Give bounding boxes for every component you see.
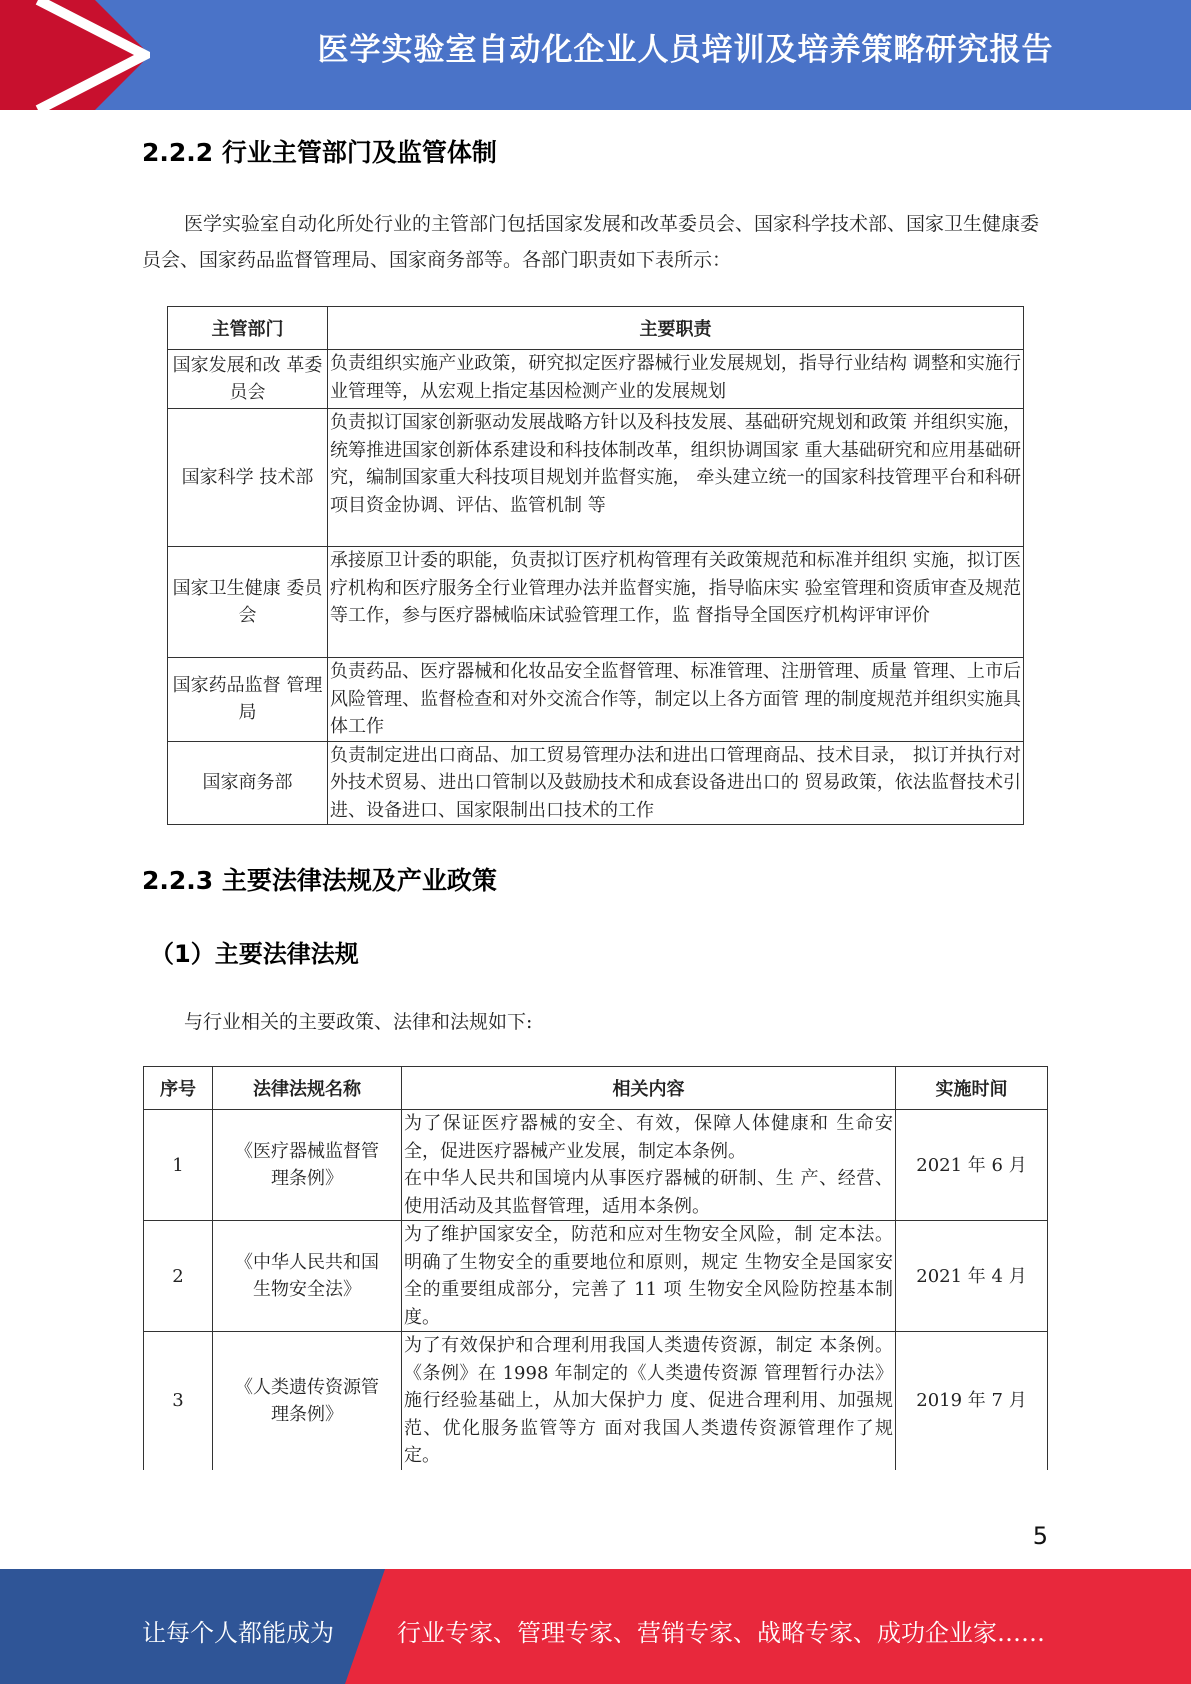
page-number: 5 <box>1032 1522 1048 1550</box>
dept-cell: 国家商务部 <box>168 741 328 825</box>
law-name: 《中华人民共和国生物安全法》 <box>213 1221 402 1332</box>
duty-cell: 负责拟订国家创新驱动发展战略方针以及科技发展、基础研究规划和政策 并组织实施，统筹推进国家创新体系建设和科技体制改革，组织协调国家 重大基础研究和应用基础研究，编制国家重大科技项目规划并监督实施， 牵头建立统一的国家科技管理平台和科研项目资金协调、评估、监管机制 等 <box>328 409 1024 547</box>
header-arrow-graphic <box>0 0 150 110</box>
effective-date: 2021 年 4 月 <box>896 1221 1048 1332</box>
laws-table <box>143 1066 1048 1470</box>
page-footer <box>0 1569 1191 1684</box>
column-header: 法律法规名称 <box>213 1067 402 1110</box>
table-header-row <box>168 307 1024 350</box>
law-name: 《人类遗传资源管理条例》 <box>213 1332 402 1470</box>
row-number: 3 <box>144 1332 213 1470</box>
regulator-table <box>167 306 1024 825</box>
laws-intro-paragraph: 与行业相关的主要政策、法律和法规如下: <box>184 1011 533 1033</box>
effective-date: 2021 年 6 月 <box>896 1110 1048 1221</box>
law-name: 《医疗器械监督管理条例》 <box>213 1110 402 1221</box>
dept-cell: 国家发展和改 革委员会 <box>168 350 328 409</box>
dept-cell: 国家卫生健康 委员会 <box>168 547 328 658</box>
table-row <box>168 741 1024 825</box>
column-header: 实施时间 <box>896 1067 1048 1110</box>
column-header: 相关内容 <box>402 1067 896 1110</box>
page-header <box>0 0 1191 110</box>
footer-slogan-right: 行业专家、管理专家、营销专家、战略专家、成功企业家…… <box>397 1619 1045 1647</box>
table-row <box>168 547 1024 658</box>
intro-paragraph: 医学实验室自动化所处行业的主管部门包括国家发展和改革委员会、国家科学技术部、国家卫生健康委员会、国家药品监督管理局、国家商务部等。各部门职责如下表所示： <box>142 213 1040 271</box>
subsection-heading: （1）主要法律法规 <box>150 940 359 968</box>
duty-cell: 负责制定进出口商品、加工贸易管理办法和进出口管理商品、技术目录， 拟订并执行对外技术贸易、进出口管制以及鼓励技术和成套设备进出口的 贸易政策，依法监督技术引进、设备进口、国家限制出口技术的工作 <box>328 741 1024 825</box>
row-number: 2 <box>144 1221 213 1332</box>
column-header: 序号 <box>144 1067 213 1110</box>
section-heading-223: 2.2.3 主要法律法规及产业政策 <box>142 866 497 895</box>
law-content: 为了保证医疗器械的安全、有效，保障人体健康和 生命安全，促进医疗器械产业发展，制定本条例。 在中华人民共和国境内从事医疗器械的研制、生 产、经营、使用活动及其监督管理，适用本条例。 <box>402 1110 896 1221</box>
footer-slogan-left: 让每个人都能成为 <box>142 1619 334 1647</box>
table-row <box>168 409 1024 547</box>
column-header: 主管部门 <box>168 307 328 350</box>
effective-date: 2019 年 7 月 <box>896 1332 1048 1470</box>
law-content: 为了有效保护和合理利用我国人类遗传资源，制定 本条例。《条例》在 1998 年制定的《人类遗传资源 管理暂行办法》施行经验基础上，从加大保护力 度、促进合理利用、加强规范、优化服务监管等方 面对我国人类遗传资源管理作了规定。 <box>402 1332 896 1470</box>
report-title: 医学实验室自动化企业人员培训及培养策略研究报告 <box>317 32 1054 68</box>
dept-cell: 国家药品监督 管理局 <box>168 658 328 742</box>
section-heading-222: 2.2.2 行业主管部门及监管体制 <box>142 138 497 167</box>
table-row <box>168 658 1024 742</box>
table-header-row <box>144 1067 1048 1110</box>
table-row <box>144 1332 1048 1470</box>
dept-cell: 国家科学 技术部 <box>168 409 328 547</box>
duty-cell: 承接原卫计委的职能，负责拟订医疗机构管理有关政策规范和标准并组织 实施，拟订医疗机构和医疗服务全行业管理办法并监督实施，指导临床实 验室管理和资质审查及规范等工作，参与医疗器械临床试验管理工作，监 督指导全国医疗机构评审评价 <box>328 547 1024 658</box>
table-row <box>168 350 1024 409</box>
table-row <box>144 1110 1048 1221</box>
duty-cell: 负责药品、医疗器械和化妆品安全监督管理、标准管理、注册管理、质量 管理、上市后风险管理、监督检查和对外交流合作等，制定以上各方面管 理的制度规范并组织实施具体工作 <box>328 658 1024 742</box>
column-header: 主要职责 <box>328 307 1024 350</box>
duty-cell: 负责组织实施产业政策，研究拟定医疗器械行业发展规划，指导行业结构 调整和实施行业管理等，从宏观上指定基因检测产业的发展规划 <box>328 350 1024 409</box>
table-row <box>144 1221 1048 1332</box>
row-number: 1 <box>144 1110 213 1221</box>
law-content: 为了维护国家安全，防范和应对生物安全风险，制 定本法。明确了生物安全的重要地位和原则，规定 生物安全是国家安全的重要组成部分，完善了 11 项 生物安全风险防控基本制度。 <box>402 1221 896 1332</box>
